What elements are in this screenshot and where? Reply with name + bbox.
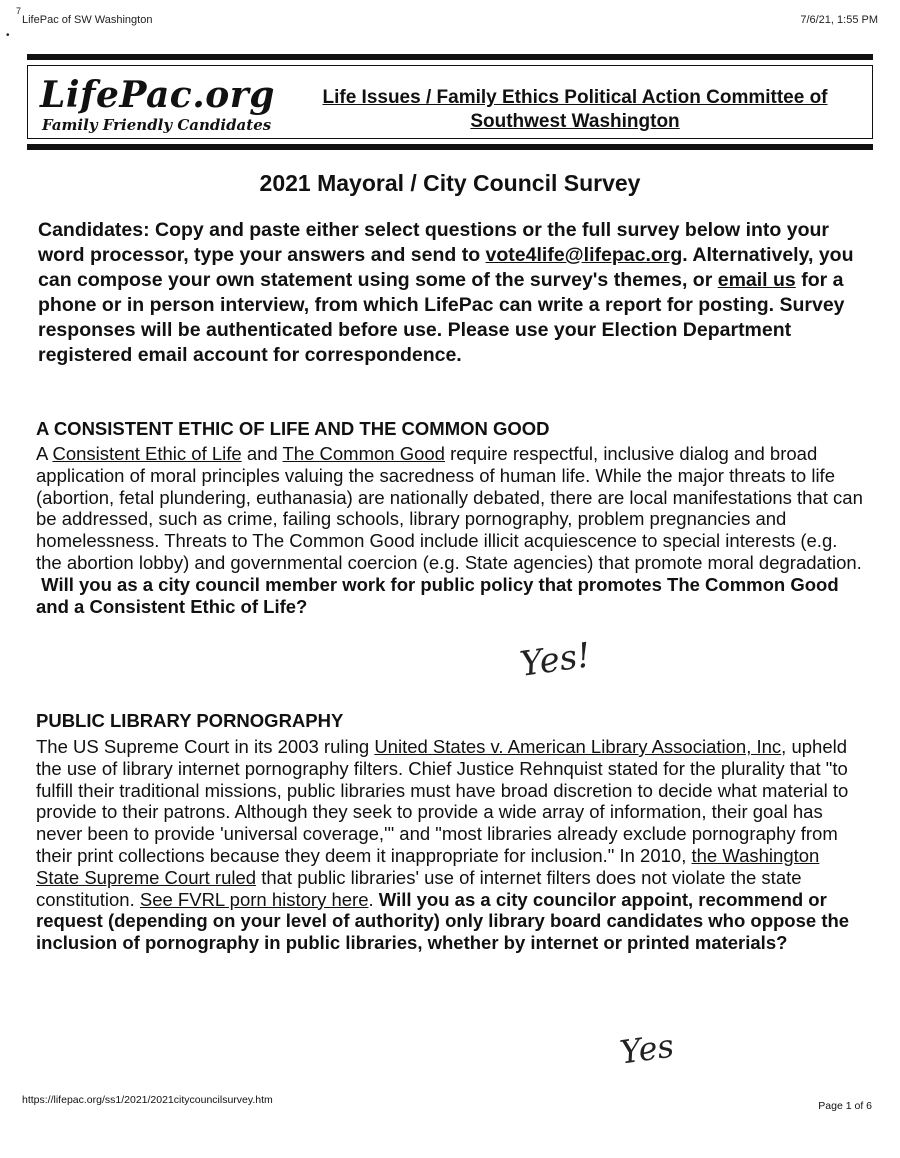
- print-header: [6, 6, 878, 41]
- intro-paragraph: [38, 218, 864, 368]
- library-text-4: .: [368, 888, 379, 910]
- footer-page-number: Page 1 of 6: [818, 1100, 872, 1112]
- wa-supreme-court-link[interactable]: the Washington State Supreme Court ruled: [36, 844, 820, 888]
- lifepac-logo[interactable]: [40, 76, 290, 134]
- consistent-ethic-link[interactable]: Consistent Ethic of Life: [52, 443, 242, 464]
- handwritten-answer-1: Yes!: [517, 635, 594, 685]
- print-footer: [22, 1094, 872, 1112]
- print-dot: •: [6, 30, 10, 41]
- print-header-datetime: 7/6/21, 1:55 PM: [800, 14, 878, 26]
- common-good-link[interactable]: The Common Good: [282, 443, 445, 464]
- survey-title: 2021 Mayoral / City Council Survey: [259, 170, 641, 196]
- ethic-text-1: A: [36, 443, 53, 464]
- logo-main-text: LifePac.org: [40, 74, 275, 116]
- print-mark: 7: [16, 6, 22, 16]
- ethic-text-3: require respectful, inclusive dialog and broad application of moral principles valuing the sacredness of human life. While the major threats to life (abortion, fetal plundering, euthanasia) are nationally debated, there are local manifestations that can be addressed, such as crime, failing schools, library pornography, problem pregnancies and homelessness. Threats to The Common Good include illicit acquiescence to special interests (e.g. the abortion lobby) and governmental coercion (e.g. State agencies) that promote moral degradation.: [36, 443, 863, 573]
- fvrl-history-link[interactable]: See FVRL porn history here: [139, 888, 369, 910]
- section-body-ethic: [36, 443, 866, 617]
- intro-text-2: . Alternatively, you can compose your own statement using some of the survey's themes, or: [38, 244, 854, 291]
- section-body-library: [36, 736, 866, 954]
- email-link[interactable]: vote4life@lifepac.org: [485, 244, 683, 266]
- intro-text-1: Candidates: Copy and paste either select questions or the full survey below into your word processor, type your answers and send to: [38, 219, 829, 266]
- section-heading-library: PUBLIC LIBRARY PORNOGRAPHY: [36, 710, 344, 731]
- banner-title: Life Issues / Family Ethics Political Action Committee of Southwest Washington: [322, 87, 828, 132]
- library-question: Will you as a city councilor appoint, recommend or request (depending on your level of authority) only library board candidates who oppose the inclusion of pornography in public libraries, whether by internet or printed materials?: [36, 888, 850, 954]
- ethic-text-2: and: [241, 443, 283, 464]
- handwritten-answer-2: Yes: [617, 1026, 677, 1072]
- intro-text-3: for a phone or in person interview, from which LifePac can write a report for posting. Survey responses will be authenticated before use. Please use your Election Department registered email account for correspondence.: [38, 269, 845, 366]
- banner-frame: [27, 65, 873, 139]
- ethic-question: Will you as a city council member work for public policy that promotes The Common Good and a Consistent Ethic of Life?: [36, 573, 839, 617]
- logo-tagline: Family Friendly Candidates: [42, 116, 272, 134]
- banner: [27, 54, 873, 150]
- library-text-2: , upheld the use of library internet pornography filters. Chief Justice Rehnquist stated for the plurality that "to fulfill their traditional missions, public libraries must have broad discretion to decide what material to provide to their patrons. Although they seek to provide a wide array of information, their goal has never been to provide 'universal coverage,'" and "most libraries already exclude pornography from their print collections because they deem it inappropriate for inclusion." In 2010,: [36, 736, 849, 866]
- footer-url: https://lifepac.org/ss1/2021/2021citycouncilsurvey.htm: [22, 1094, 273, 1106]
- library-text-1: The US Supreme Court in its 2003 ruling: [36, 736, 375, 757]
- library-text-3: that public libraries' use of internet filters does not violate the state constitution.: [36, 866, 802, 910]
- section-heading-ethic: A CONSISTENT ETHIC OF LIFE AND THE COMMON GOOD: [36, 418, 550, 439]
- email-us-link[interactable]: email us: [717, 269, 796, 291]
- us-v-ala-link[interactable]: United States v. American Library Association, Inc: [374, 736, 782, 757]
- print-header-site: LifePac of SW Washington: [22, 14, 153, 26]
